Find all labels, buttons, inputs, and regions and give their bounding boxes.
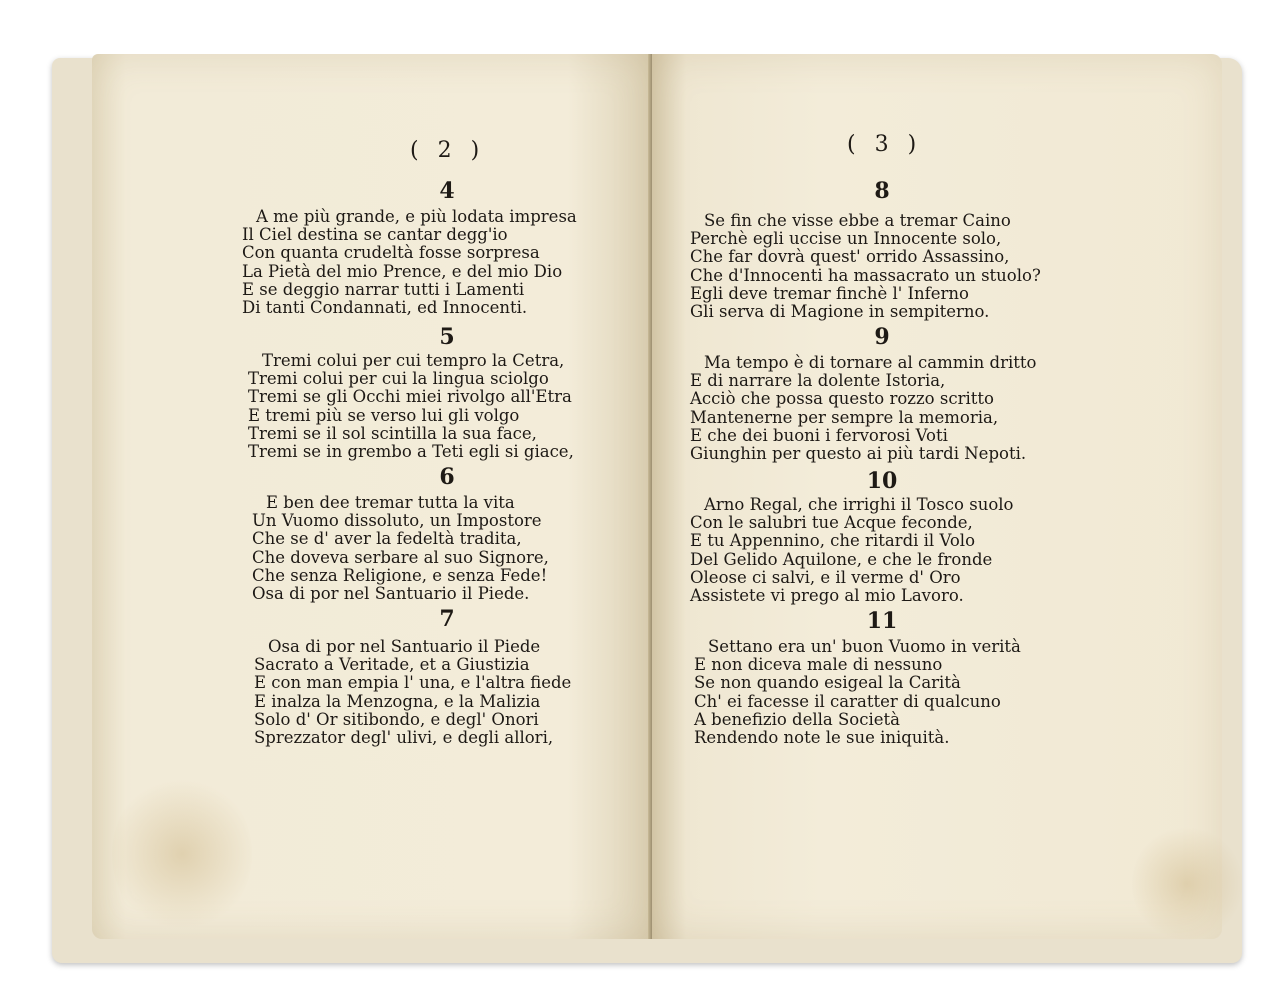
verse-line: Che doveva serbare al suo Signore, [252,547,549,567]
verse-line: Sacrato a Veritade, et a Giustizia [254,655,530,675]
verse-line: Osa di por nel Santuario il Piede [268,637,541,656]
verse-line: Che senza Religione, e senza Fede! [252,565,548,585]
verse-line: Osa di por nel Santuario il Piede. [252,584,530,604]
verse-line: Tremi se gli Occhi miei rivolgo all'Etra [248,387,572,407]
verse-line: Che far dovrà quest' orrido Assassino, [690,247,1010,267]
verse-line: Con quanta crudeltà fosse sorpresa [242,243,540,263]
page-number-left: ( 2 ) [410,138,486,163]
verse-line: E se deggio narrar tutti i Lamenti [242,279,525,299]
paper-stain [112,774,252,934]
verse-line: E che dei buoni i fervorosi Voti [690,425,948,445]
verse-line: Rendendo note le sue iniquità. [694,728,950,748]
verse-line: Se non quando esigeal la Carità [694,673,961,693]
stanza-number: 7 [439,606,455,632]
stanza-5 [248,352,574,461]
verse-line: Giunghin per questo ai più tardi Nepoti. [690,444,1027,464]
verse-line: E con man empia l' una, e l'altra fiede [254,673,572,693]
stanza-6 [252,494,549,603]
verse-line: Il Ciel destina se cantar degg'io [242,225,508,245]
verse-line: Arno Regal, che irrighi il Tosco suolo [704,495,1014,514]
verse-line: Perchè egli uccise un Innocente solo, [690,229,1002,249]
stanza-number: 6 [439,464,455,490]
stanza-number: 4 [439,178,455,204]
verse-line: E tu Appennino, che ritardi il Volo [690,531,976,551]
verse-line: Ma tempo è di tornare al cammin dritto [704,353,1037,372]
verse-line: E non diceva male di nessuno [694,655,943,675]
stanza-number: 8 [874,178,890,204]
stanza-4 [242,208,577,317]
verse-line: A benefizio della Società [694,709,900,729]
verse-line: Acciò che possa questo rozzo scritto [690,389,994,409]
verse-line: Ch' ei facesse il caratter di qualcuno [694,691,1001,711]
verse-line: E di narrare la dolente Istoria, [690,371,946,391]
page-number-right: ( 3 ) [847,132,923,157]
verse-line: Del Gelido Aquilone, e che le fronde [690,549,993,569]
stanza-number: 9 [874,324,890,350]
paper-stain [1132,824,1242,944]
stanza-10 [690,496,1013,605]
verse-line: Tremi se in grembo a Teti egli si giace, [248,442,574,462]
verse-line: A me più grande, e più lodata impresa [256,207,577,226]
verse-line: Se fin che visse ebbe a tremar Caino [704,211,1011,230]
verse-line: Che d'Innocenti ha massacrato un stuolo? [690,265,1041,285]
verse-line: E ben dee tremar tutta la vita [266,493,515,512]
verse-line: Assistete vi prego al mio Lavoro. [690,586,964,606]
verse-line: Egli deve tremar finchè l' Inferno [690,283,969,303]
verse-line: Tremi se il sol scintilla la sua face, [248,423,537,443]
stanza-7 [254,638,571,747]
verse-line: Gli serva di Magione in sempiterno. [690,302,990,322]
verse-line: Settano era un' buon Vuomo in verità [708,637,1021,656]
verse-line: E tremi più se verso lui gli volgo [248,405,520,425]
verse-line: Solo d' Or sitibondo, e degl' Onori [254,709,539,729]
right-page [652,54,1222,939]
verse-line: Tremi colui per cui la lingua sciolgo [248,369,549,389]
stanza-number: 5 [439,324,455,350]
stanza-9 [690,354,1036,463]
stanza-11 [694,638,1021,747]
stanza-number: 10 [866,468,898,494]
verse-line: Un Vuomo dissoluto, un Impostore [252,511,542,531]
verse-line: La Pietà del mio Prence, e del mio Dio [242,261,563,281]
verse-line: Mantenerne per sempre la memoria, [690,407,999,427]
verse-line: Di tanti Condannati, ed Innocenti. [242,298,528,318]
verse-line: Oleose ci salvi, e il verme d' Oro [690,567,961,587]
stanza-8 [690,212,1041,321]
verse-line: Tremi colui per cui tempro la Cetra, [262,351,565,370]
verse-line: E inalza la Menzogna, e la Malizia [254,691,541,711]
verse-line: Che se d' aver la fedeltà tradita, [252,529,522,549]
open-book [52,40,1242,955]
verse-line: Sprezzator degl' ulivi, e degli allori, [254,728,554,748]
verse-line: Con le salubri tue Acque feconde, [690,513,973,533]
left-page [92,54,652,939]
stanza-number: 11 [866,608,898,634]
